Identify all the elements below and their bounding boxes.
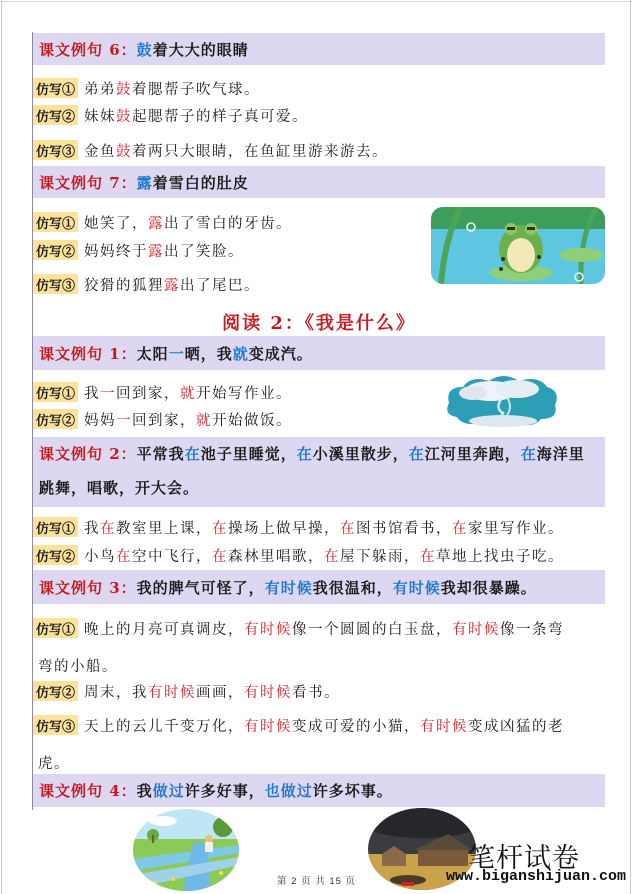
imitation-line	[33, 515, 564, 539]
text-fragment: 草地上找虫子吃。	[436, 548, 565, 565]
text-fragment: 屋下躲雨，	[340, 548, 421, 565]
text-fragment: 森林里唱歌，	[228, 548, 325, 565]
text-fragment: 着大大的眼睛	[152, 40, 249, 59]
highlight-key-word: 在	[184, 445, 201, 463]
highlight-imitated-word: 露	[148, 215, 165, 232]
highlight-imitated-word: 有时候	[244, 621, 293, 638]
imitation-tag: 仿写②	[33, 105, 78, 125]
imitation-line	[33, 407, 292, 431]
example-label: 课文例句 1：	[39, 344, 137, 363]
imitation-line	[33, 138, 388, 162]
highlight-imitated-word: 在	[420, 548, 437, 565]
imitation-text	[84, 618, 564, 639]
imitation-line	[33, 210, 292, 234]
brand-name: 笔杆试卷	[468, 843, 580, 873]
text-fragment: 我	[84, 520, 101, 537]
text-fragment: 开始做饭。	[212, 412, 293, 429]
highlight-imitated-word: 在	[116, 548, 133, 565]
imitation-continuation: 虎。	[38, 756, 70, 772]
highlight-imitated-word: 在	[324, 548, 341, 565]
imitation-text	[84, 382, 292, 403]
text-fragment: 弟弟	[84, 81, 117, 98]
highlight-key-word: 在	[296, 445, 313, 463]
imitation-line	[33, 713, 564, 737]
imitation-tag: 仿写③	[33, 715, 78, 735]
imitation-text	[84, 409, 292, 430]
text-fragment: 出了雪白的牙齿。	[164, 215, 293, 232]
text-fragment: 回到家，	[116, 385, 181, 402]
imitation-tag: 仿写②	[33, 240, 78, 260]
highlight-imitated-word: 在	[212, 548, 229, 565]
highlight-key-word: 做过	[152, 782, 185, 800]
example-sentence	[137, 780, 393, 801]
text-fragment: 狡猾的狐狸	[84, 277, 165, 294]
reading2-example-2-heading	[33, 437, 605, 507]
imitation-text	[84, 212, 292, 233]
imitation-text	[84, 274, 260, 295]
text-fragment: 变成凶猛的老	[468, 718, 565, 735]
highlight-key-word: 在	[520, 445, 537, 463]
highlight-imitated-word: 露	[148, 243, 165, 260]
imitation-line	[33, 272, 260, 296]
text-fragment: 平常我	[136, 445, 185, 463]
text-fragment: 画画，	[196, 684, 245, 701]
text-fragment: 着两只大眼睛，在鱼缸里游来游去。	[132, 143, 389, 160]
imitation-tag: 仿写③	[33, 274, 78, 294]
imitation-tag: 仿写①	[33, 382, 78, 402]
imitation-tag: 仿写②	[33, 681, 78, 701]
imitation-tag: 仿写③	[33, 140, 78, 160]
text-fragment: 着腮帮子吹气球。	[132, 81, 261, 98]
reading2-example-3-heading	[33, 570, 605, 604]
text-fragment: 起腮帮子的样子真可爱。	[132, 108, 309, 125]
text-fragment: 空中飞行，	[132, 548, 213, 565]
frog-illustration	[431, 207, 605, 284]
imitation-tag: 仿写①	[33, 618, 78, 638]
example-6-heading	[33, 33, 605, 65]
highlight-imitated-word: 有时候	[452, 621, 501, 638]
imitation-text	[84, 105, 308, 126]
page-border-right	[630, 0, 631, 894]
highlight-imitated-word: 在	[100, 520, 117, 537]
highlight-imitated-word: 一	[100, 385, 117, 402]
text-fragment: 我却很暴躁。	[440, 578, 537, 597]
text-fragment: 我	[136, 782, 153, 800]
highlight-imitated-word: 就	[180, 385, 197, 402]
page-border-top	[0, 1, 632, 2]
highlight-key-word: 也做过	[264, 782, 313, 800]
imitation-line	[33, 238, 244, 262]
highlight-key-word: 有时候	[392, 578, 441, 597]
example-sentence	[137, 343, 313, 364]
text-fragment: 天上的云儿千变万化，	[84, 718, 245, 735]
text-fragment: 晒，我	[184, 344, 233, 363]
highlight-imitated-word: 在	[340, 520, 357, 537]
imitation-tag: 仿写①	[33, 78, 78, 98]
text-fragment: 图书馆看书，	[356, 520, 453, 537]
highlight-imitated-word: 鼓	[116, 143, 133, 160]
brand-url: www.biganshijuan.com	[446, 868, 627, 885]
text-fragment: 看书。	[292, 684, 341, 701]
page-border-left	[1, 0, 2, 894]
text-fragment: 妈妈	[84, 412, 117, 429]
imitation-line	[33, 616, 564, 640]
page-number: 第 2 页 共 15 页	[277, 876, 357, 887]
imitation-line	[33, 380, 292, 404]
text-fragment: 我的脾气可怪了，	[136, 578, 265, 597]
text-fragment: 像一条弯	[500, 621, 565, 638]
text-fragment: 跳舞，唱歌，开大会。	[39, 479, 200, 497]
text-fragment: 池子里睡觉，	[200, 445, 297, 463]
imitation-tag: 仿写②	[33, 409, 78, 429]
example-sentence-line-1	[39, 437, 605, 471]
imitation-text	[84, 681, 340, 702]
imitation-text	[84, 715, 564, 736]
reading2-example-1-heading	[33, 336, 605, 370]
text-fragment: 妈妈终于	[84, 243, 149, 260]
text-fragment: 我	[84, 385, 101, 402]
text-fragment: 操场上做早操，	[228, 520, 341, 537]
cloud-illustration	[443, 373, 561, 429]
highlight-key-word: 露	[136, 173, 153, 192]
text-fragment: 像一个圆圆的白玉盘，	[292, 621, 453, 638]
highlight-imitated-word: 一	[116, 412, 133, 429]
text-fragment: 我很温和，	[312, 578, 393, 597]
text-fragment: 许多坏事。	[312, 782, 393, 800]
example-sentence	[137, 577, 537, 598]
example-label: 课文例句 3：	[39, 578, 137, 597]
highlight-imitated-word: 有时候	[420, 718, 469, 735]
imitation-text	[84, 240, 244, 261]
text-fragment: 出了尾巴。	[180, 277, 261, 294]
text-fragment: 小鸟	[84, 548, 117, 565]
text-fragment: 晚上的月亮可真调皮，	[84, 621, 245, 638]
text-fragment: 回到家，	[132, 412, 197, 429]
highlight-imitated-word: 在	[212, 520, 229, 537]
imitation-continuation: 弯的小船。	[38, 659, 118, 675]
text-fragment: 着雪白的肚皮	[152, 173, 249, 192]
highlight-imitated-word: 有时候	[244, 718, 293, 735]
example-sentence	[137, 172, 249, 193]
highlight-key-word: 一	[168, 344, 185, 363]
highlight-imitated-word: 就	[196, 412, 213, 429]
example-label: 课文例句 2：	[39, 445, 137, 463]
example-label: 课文例句 4：	[39, 782, 137, 800]
imitation-tag: 仿写①	[33, 212, 78, 232]
farm-illustration	[133, 809, 239, 891]
example-label: 课文例句 7：	[39, 173, 137, 192]
example-sentence-line-2	[39, 471, 605, 505]
text-fragment: 变成可爱的小猫，	[292, 718, 421, 735]
example-label: 课文例句 6：	[39, 40, 137, 59]
text-fragment: 教室里上课，	[116, 520, 213, 537]
highlight-key-word: 有时候	[264, 578, 313, 597]
imitation-line	[33, 76, 260, 100]
text-fragment: 金鱼	[84, 143, 117, 160]
text-fragment: 妹妹	[84, 108, 117, 125]
imitation-text	[84, 140, 388, 161]
imitation-text	[84, 517, 564, 538]
text-fragment: 她笑了，	[84, 215, 149, 232]
text-fragment: 太阳	[136, 344, 169, 363]
imitation-tag: 仿写②	[33, 545, 78, 565]
highlight-key-word: 鼓	[136, 40, 153, 59]
highlight-imitated-word: 鼓	[116, 81, 133, 98]
imitation-line	[33, 543, 564, 567]
text-fragment: 许多好事，	[184, 782, 265, 800]
text-fragment: 小溪里散步，	[312, 445, 409, 463]
reading2-example-4-heading	[33, 774, 605, 807]
text-fragment: 周末，我	[84, 684, 149, 701]
imitation-line	[33, 679, 340, 703]
highlight-key-word: 在	[408, 445, 425, 463]
highlight-imitated-word: 有时候	[244, 684, 293, 701]
text-fragment: 开始写作业。	[196, 385, 293, 402]
text-fragment: 变成汽。	[248, 344, 313, 363]
imitation-text	[84, 545, 564, 566]
highlight-imitated-word: 在	[452, 520, 469, 537]
highlight-imitated-word: 有时候	[148, 684, 197, 701]
text-fragment: 家里写作业。	[468, 520, 565, 537]
highlight-imitated-word: 露	[164, 277, 181, 294]
example-sentence	[137, 445, 585, 463]
text-fragment: 海洋里	[536, 445, 585, 463]
highlight-key-word: 就	[232, 344, 249, 363]
highlight-imitated-word: 鼓	[116, 108, 133, 125]
text-fragment: 出了笑脸。	[164, 243, 245, 260]
section-title: 阅读 2：《我是什么》	[222, 313, 416, 334]
example-sentence	[137, 39, 249, 60]
text-fragment: 江河里奔跑，	[424, 445, 521, 463]
imitation-text	[84, 78, 260, 99]
imitation-tag: 仿写①	[33, 517, 78, 537]
example-7-heading	[33, 166, 605, 198]
imitation-line	[33, 103, 308, 127]
